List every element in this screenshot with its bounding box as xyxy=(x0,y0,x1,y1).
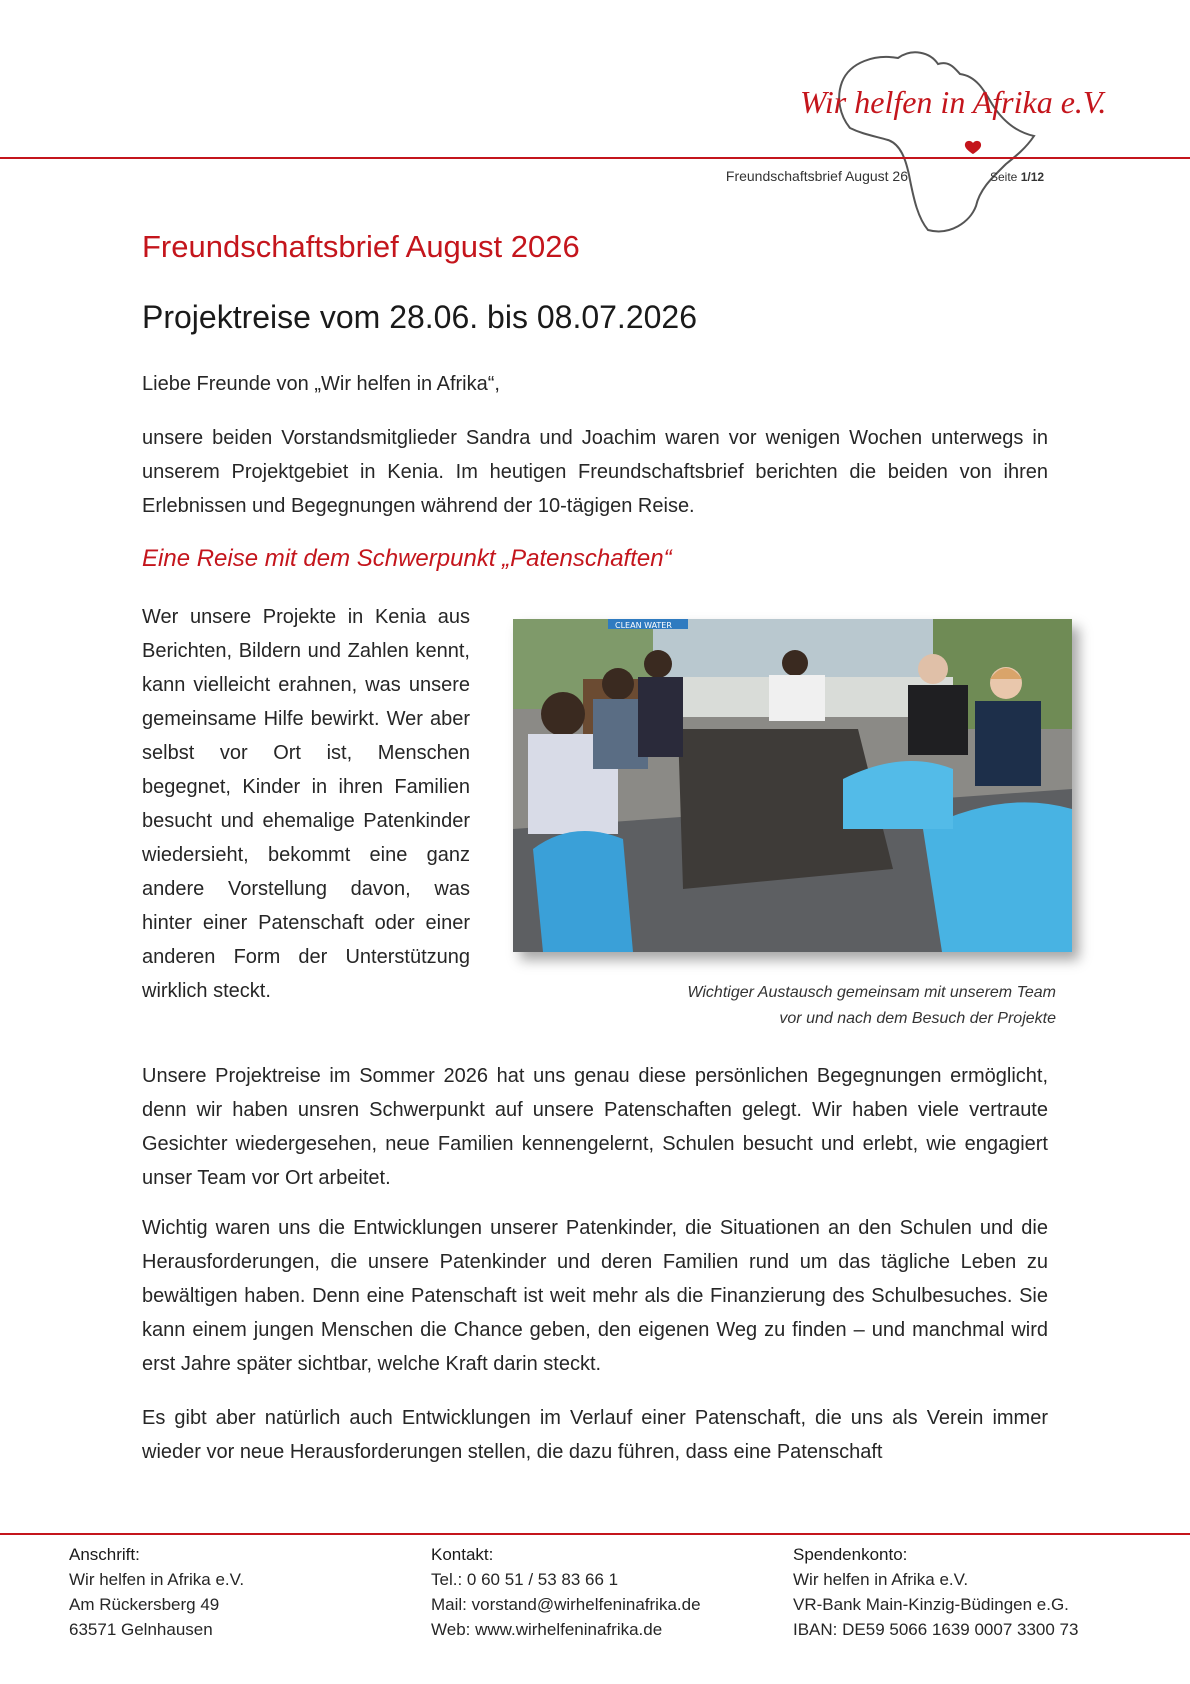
footer-contact xyxy=(431,1542,701,1642)
body-paragraph: Unsere Projektreise im Sommer 2026 hat uns genau diese persönlichen Begegnungen ermöglicht, denn wir haben unsren Schwerpunkt auf unsere Patenschaften gelegt. Wir haben viele vertraute Gesichter wiedergesehen, neue Familien kennengelernt, Schulen besucht und erlebt, wie engagiert unser Team vor Ort arbeitet. xyxy=(142,1065,1048,1189)
document-subtitle: Projektreise vom 28.06. bis 08.07.2026 xyxy=(142,299,697,335)
footer-address-heading: Anschrift: xyxy=(69,1545,140,1564)
body-paragraph: Es gibt aber natürlich auch Entwicklungen im Verlauf einer Patenschaft, die uns als Verein immer wieder vor neue Herausforderungen stellen, die dazu führen, dass eine Patenschaft xyxy=(142,1407,1048,1463)
page-total: /12 xyxy=(1027,170,1045,184)
caption-line-2: vor und nach dem Besuch der Projekte xyxy=(779,1010,1056,1027)
footer-phone: Tel.: 0 60 51 / 53 83 66 1 xyxy=(431,1570,619,1589)
section-heading: Eine Reise mit dem Schwerpunkt „Patenschaften“ xyxy=(142,545,672,572)
footer-bank-iban: IBAN: DE59 5066 1639 0007 3300 73 xyxy=(793,1620,1079,1639)
footer-address xyxy=(69,1542,244,1642)
caption-line-1: Wichtiger Austausch gemeinsam mit unserem Team xyxy=(687,984,1056,1001)
header-divider xyxy=(0,157,1190,159)
side-paragraph: Wer unsere Projekte in Kenia aus Berichten, Bildern und Zahlen kennt, kann vielleicht erahnen, was unsere gemeinsame Hilfe bewirkt. Wer aber selbst vor Ort ist, Menschen begegnet, Kinder in ihren Familien besucht und ehemalige Patenkinder wiedersieht, bekommt eine ganz andere Vorstellung davon, was hinter einer Patenschaft oder einer anderen Form der Unterstützung wirklich steckt. xyxy=(142,606,470,1002)
footer-bank-heading: Spendenkonto: xyxy=(793,1545,908,1564)
page-label: Seite xyxy=(990,170,1018,184)
footer-bank-line: VR-Bank Main-Kinzig-Büdingen e.G. xyxy=(793,1595,1069,1614)
footer-bank xyxy=(793,1542,1078,1642)
heart-icon xyxy=(965,141,981,154)
page-number xyxy=(990,170,1044,184)
africa-outline-icon xyxy=(780,40,1080,250)
body-paragraph: Wichtig waren uns die Entwicklungen unserer Patenkinder, die Situationen an den Schulen und die Herausforderungen, die unsere Patenkinder und deren Familien rund um das tägliche Leben zu bewältigen haben. Denn eine Patenschaft ist weit mehr als die Finanzierung des Schulbesuches. Sie kann einem jungen Menschen die Chance geben, den eigenen Weg zu finden – und manchmal wird erst Jahre später sichtbar, welche Kraft darin steckt. xyxy=(142,1217,1048,1375)
footer-divider xyxy=(0,1533,1190,1535)
header-newsletter-label: Freundschaftsbrief August 26 xyxy=(725,168,908,184)
page-current: 1 xyxy=(1020,170,1028,184)
logo-wordmark: Wir helfen in Afrika e.V. xyxy=(800,84,1107,120)
footer-address-line: Am Rückersberg 49 xyxy=(69,1595,220,1614)
footer-contact-heading: Kontakt: xyxy=(431,1545,494,1564)
footer-address-line: Wir helfen in Afrika e.V. xyxy=(69,1570,245,1589)
greeting: Liebe Freunde von „Wir helfen in Afrika“, xyxy=(142,373,500,395)
photo-caption xyxy=(620,980,1056,1032)
document-title: Freundschaftsbrief August 2026 xyxy=(142,229,580,264)
footer-address-line: 63571 Gelnhausen xyxy=(69,1620,213,1639)
footer-website-link[interactable]: Web: www.wirhelfeninafrika.de xyxy=(431,1620,663,1639)
photo-sign-text: CLEAN WATER xyxy=(615,621,672,630)
team-meeting-photo xyxy=(513,619,1072,952)
intro-paragraph: unsere beiden Vorstandsmitglieder Sandra und Joachim waren vor wenigen Wochen unterwegs in unserem Projektgebiet in Kenia. Im heutigen Freundschaftsbrief berichten die beiden von ihren Erlebnissen und Begegnungen während der 10-tägigen Reise. xyxy=(142,427,1048,517)
footer-email-link[interactable]: Mail: vorstand@wirhelfeninafrika.de xyxy=(431,1595,701,1614)
footer-bank-line: Wir helfen in Afrika e.V. xyxy=(793,1570,969,1589)
organization-logo xyxy=(780,40,1107,250)
